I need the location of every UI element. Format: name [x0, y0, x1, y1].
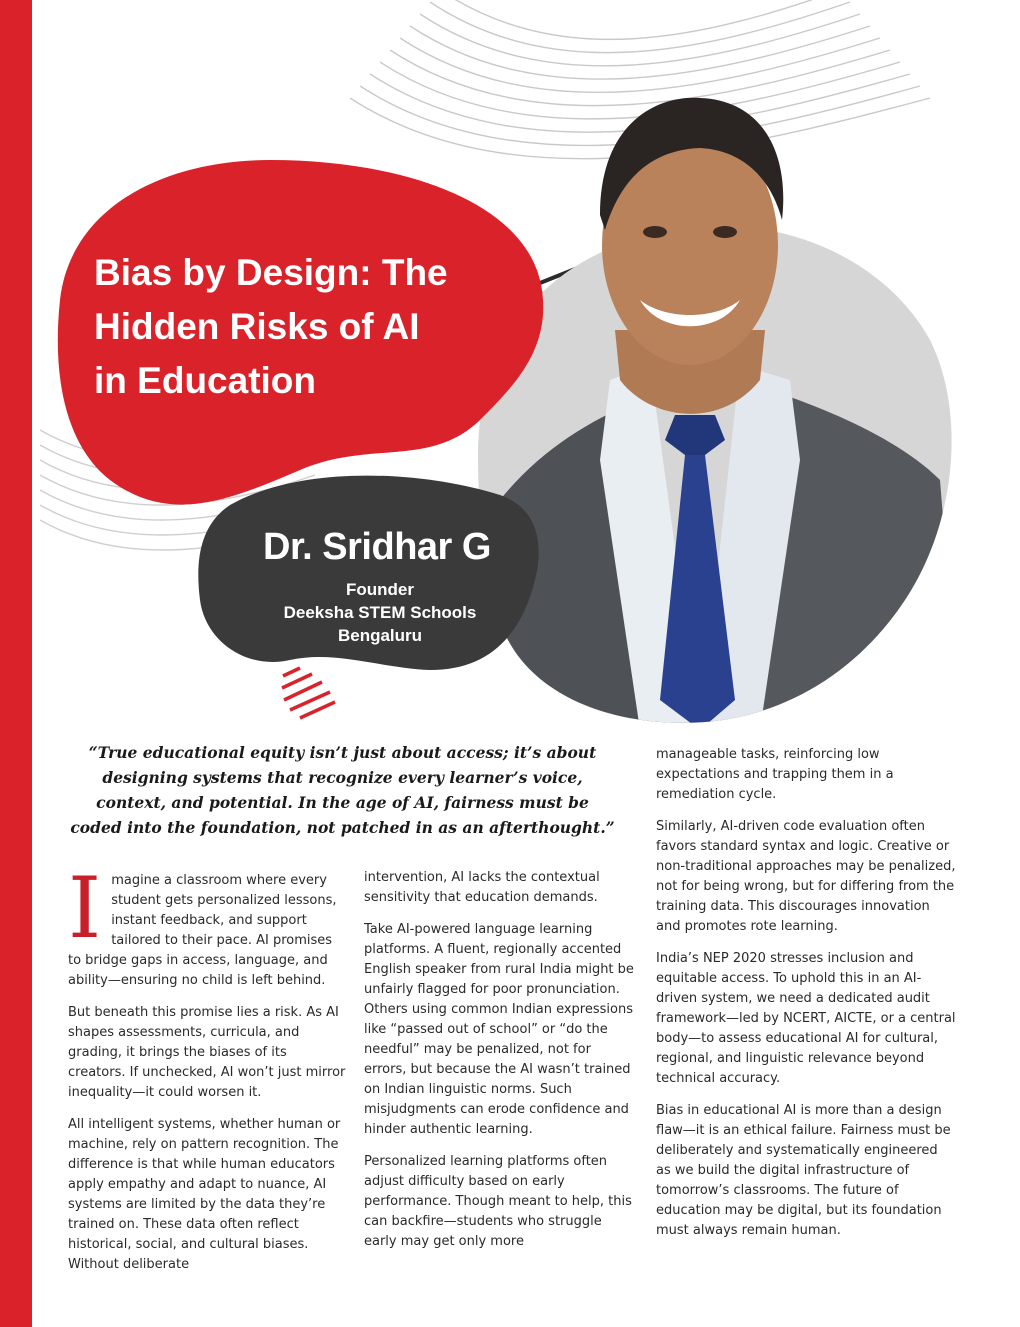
body-column-1	[68, 859, 346, 1287]
body-paragraph: Personalized learning platforms often adjust difficulty based on early performance. Though meant to help, this can backfire—students who struggle early may get only more	[364, 1154, 632, 1249]
title-line: in Education	[94, 360, 316, 401]
body-paragraph	[68, 859, 346, 991]
article-title	[94, 246, 514, 408]
body-column-2	[364, 868, 634, 1264]
author-organization: Deeksha STEM Schools	[283, 603, 477, 622]
body-paragraph: intervention, AI lacks the contextual sensitivity that education demands.	[364, 870, 600, 905]
author-name: Dr. Sridhar G	[263, 526, 491, 568]
body-paragraph: Similarly, AI-driven code evaluation often favors standard syntax and logic. Creative or non-traditional approaches may be penalized, not for being wrong, but for differing from the training data. This discourages innovation and promotes rote learning.	[656, 819, 956, 934]
body-paragraph: All intelligent systems, whether human or machine, rely on pattern recognition. The difference is that while human educators apply empathy and adapt to nuance, AI systems are limited by the data they’re trained on. These data often reflect historical, social, and cultural biases. Without deliberate	[68, 1117, 341, 1272]
body-paragraph: But beneath this promise lies a risk. As AI shapes assessments, curricula, and grading, it brings the biases of its creators. If unchecked, AI won’t just mirror inequality—it could worsen it.	[68, 1005, 346, 1100]
body-paragraph: Take AI-powered language learning platforms. A fluent, regionally accented English speaker from rural India might be unfairly flagged for poor pronunciation. Others using common Indian expressions like “passed out of school” or “do the needful” may be penalized, not for errors, but because the AI wasn’t trained on Indian linguistic norms. Such misjudgments can erode confidence and hinder authentic learning.	[364, 922, 634, 1137]
title-line: Hidden Risks of AI	[94, 306, 420, 347]
body-column-3	[656, 745, 956, 1253]
author-role: Founder	[346, 580, 414, 599]
red-stripes	[282, 668, 335, 718]
author-head	[600, 98, 783, 414]
pull-quote: “True educational equity isn’t just about access; it’s about designing systems that recognize every learner’s voice, context, and potential. In the age of AI, fairness must be coded into the foundation, not patched in as an afterthought.”	[70, 743, 615, 837]
author-city: Bengaluru	[337, 626, 423, 645]
body-paragraph: India’s NEP 2020 stresses inclusion and equitable access. To uphold this in an AI-driven system, we need a dedicated audit framework—led by NCERT, AICTE, or a central body—to assess educational AI for cultural, regional, and linguistic relevance beyond technical accuracy.	[656, 951, 956, 1086]
paragraph-text: magine a classroom where every student gets personalized lessons, instant feedback, and support tailored to their pace. AI promises to bridge gaps in access, language, and ability—ensuring no child is left behind.	[68, 873, 337, 988]
body-paragraph: Bias in educational AI is more than a design flaw—it is an ethical failure. Fairness must be deliberately and systematically engineered as we build the digital infrastructure of tomorrow’s classrooms. The future of education may be digital, but its foundation must always remain human.	[656, 1103, 951, 1238]
drop-cap: I	[68, 859, 102, 957]
title-line: Bias by Design: The	[94, 252, 448, 293]
body-paragraph: manageable tasks, reinforcing low expectations and trapping them in a remediation cycle.	[656, 747, 894, 802]
